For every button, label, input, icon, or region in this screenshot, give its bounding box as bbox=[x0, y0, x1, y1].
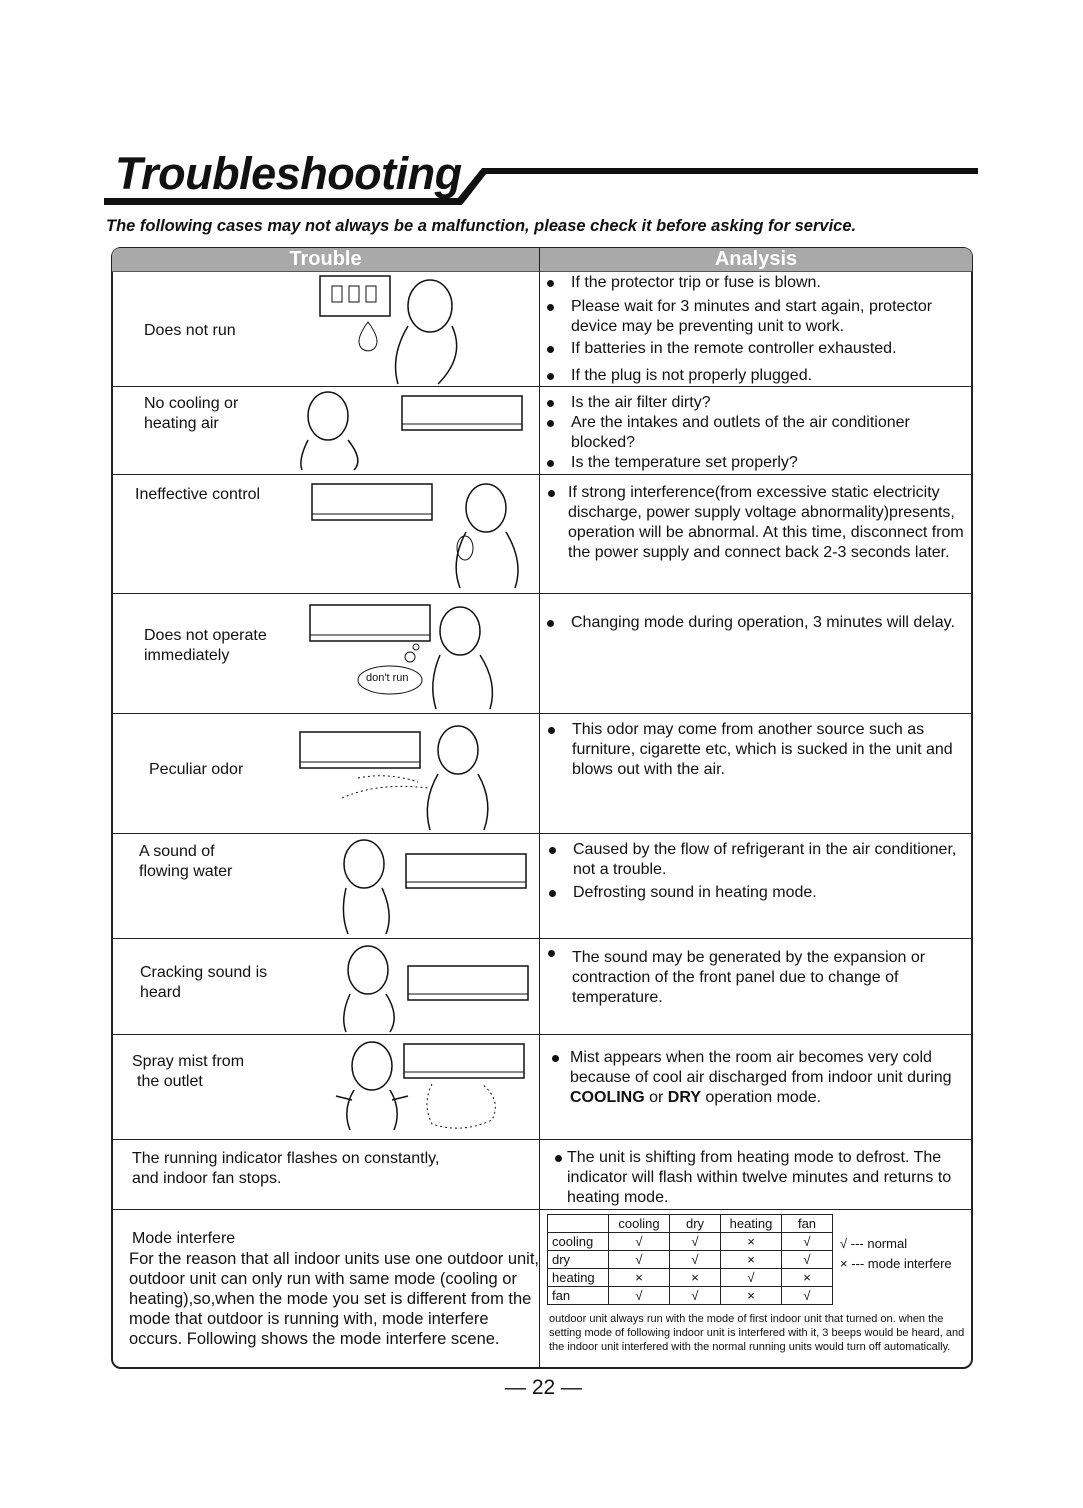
table-cell: cooling bbox=[609, 1215, 670, 1233]
analysis bbox=[567, 1148, 967, 1208]
table-cell: √ bbox=[721, 1269, 782, 1287]
row-divider bbox=[112, 1209, 972, 1210]
analysis-text: Please wait for 3 minutes and start again, protector device may be preventing unit to work. bbox=[571, 298, 933, 335]
header-analysis: Analysis bbox=[714, 248, 798, 270]
trouble-label bbox=[132, 1149, 439, 1189]
table-cell: × bbox=[721, 1233, 782, 1251]
trouble-line: flowing water bbox=[139, 863, 233, 880]
row-divider bbox=[112, 386, 972, 387]
analysis-text: Changing mode during operation, 3 minutes will delay. bbox=[571, 614, 955, 631]
person-listening-illustration bbox=[340, 944, 530, 1034]
table-cell: fan bbox=[548, 1287, 609, 1305]
person-ac-thought-illustration bbox=[308, 603, 498, 711]
table-cell: √ bbox=[609, 1287, 670, 1305]
trouble-label: Peculiar odor bbox=[149, 761, 244, 778]
analysis bbox=[571, 613, 966, 633]
person-ac-illustration bbox=[298, 390, 528, 472]
table-cell: cooling bbox=[548, 1233, 609, 1251]
table-cell: √ bbox=[670, 1251, 721, 1269]
person-remote-illustration bbox=[318, 276, 468, 386]
analysis bbox=[573, 840, 968, 903]
analysis bbox=[571, 273, 966, 386]
trouble-line: the outlet bbox=[137, 1073, 203, 1090]
page-number: — 22 — bbox=[505, 1376, 583, 1399]
bullet bbox=[571, 613, 966, 633]
title-underline bbox=[0, 0, 1083, 220]
analysis-text: The sound may be generated by the expansion or contraction of the front panel due to change of temperature. bbox=[572, 949, 926, 1006]
trouble-line: A sound of bbox=[139, 843, 215, 860]
bullet bbox=[573, 840, 968, 880]
bullet bbox=[571, 297, 966, 337]
table-row bbox=[548, 1269, 833, 1287]
trouble-label bbox=[139, 842, 232, 882]
analysis bbox=[572, 948, 967, 1008]
table-cell: × bbox=[782, 1269, 833, 1287]
table-cell: × bbox=[721, 1287, 782, 1305]
row-divider bbox=[112, 474, 972, 475]
analysis-text: Is the air filter dirty? bbox=[571, 394, 711, 411]
bullet bbox=[573, 883, 968, 903]
analysis-text: or bbox=[644, 1089, 668, 1106]
analysis-text: If the plug is not properly plugged. bbox=[571, 367, 813, 384]
trouble-line: heating air bbox=[144, 415, 219, 432]
page-number-text: 22 bbox=[531, 1376, 556, 1399]
bullet bbox=[571, 413, 966, 453]
person-odor-illustration bbox=[298, 722, 498, 832]
thought-bubble-text: don't run bbox=[366, 672, 409, 684]
table-cell: √ bbox=[782, 1287, 833, 1305]
trouble-label: Does not run bbox=[144, 322, 236, 339]
person-mist-illustration bbox=[332, 1040, 528, 1134]
table-cell: √ bbox=[782, 1233, 833, 1251]
row-divider bbox=[112, 713, 972, 714]
legend-normal: √ --- normal bbox=[840, 1236, 908, 1251]
analysis-text: Are the intakes and outlets of the air conditioner blocked? bbox=[571, 414, 910, 451]
table-cell: √ bbox=[670, 1233, 721, 1251]
trouble-description: For the reason that all indoor units use one outdoor unit, outdoor unit can only run with same mode (cooling or heating),so,when the mode you set is different from the mode that outdoor is running with, mode interfere occurs. Following shows the mode interfere scene. bbox=[129, 1250, 540, 1348]
table-header-row bbox=[548, 1215, 833, 1233]
trouble-line: The running indicator flashes on constantly, bbox=[132, 1150, 440, 1167]
table-cell: dry bbox=[548, 1251, 609, 1269]
person-remote-ac-illustration bbox=[310, 482, 520, 592]
analysis-text: Mist appears when the room air becomes very cold because of cool air discharged from indoor unit during bbox=[570, 1049, 952, 1086]
table-cell: √ bbox=[670, 1287, 721, 1305]
row-divider bbox=[112, 833, 972, 834]
bullet bbox=[571, 366, 966, 386]
trouble-line: heard bbox=[140, 984, 181, 1001]
analysis bbox=[572, 720, 967, 780]
table-cell: × bbox=[670, 1269, 721, 1287]
analysis-text: This odor may come from another source such as furniture, cigarette etc, which is sucked in the unit and blows out with the air. bbox=[572, 721, 953, 778]
table-cell: fan bbox=[782, 1215, 833, 1233]
table-cell: × bbox=[721, 1251, 782, 1269]
page-title: Troubleshooting bbox=[115, 148, 462, 199]
mode-legend bbox=[840, 1234, 952, 1274]
analysis-text: If the protector trip or fuse is blown. bbox=[571, 274, 821, 291]
trouble-line: Cracking sound is bbox=[140, 964, 268, 981]
bullet bbox=[571, 393, 966, 413]
analysis-text: The unit is shifting from heating mode to defrost. The indicator will flash within twelve minutes and returns to heating mode. bbox=[567, 1149, 952, 1206]
analysis-text: Defrosting sound in heating mode. bbox=[573, 884, 817, 901]
analysis bbox=[570, 1048, 968, 1108]
subtitle: The following cases may not always be a malfunction, please check it before asking for service. bbox=[106, 217, 857, 235]
row-divider bbox=[112, 938, 972, 939]
table-header bbox=[112, 248, 972, 272]
column-divider bbox=[539, 248, 540, 1368]
analysis-text: If batteries in the remote controller exhausted. bbox=[571, 340, 897, 357]
row-divider bbox=[112, 1139, 972, 1140]
bullet bbox=[571, 273, 966, 293]
analysis-text: operation mode. bbox=[700, 1089, 822, 1106]
trouble-label: Ineffective control bbox=[135, 486, 261, 503]
bullet bbox=[572, 720, 967, 780]
trouble-line: Spray mist from bbox=[132, 1053, 245, 1070]
mode-dry: DRY bbox=[667, 1089, 701, 1106]
table-cell bbox=[548, 1215, 609, 1233]
bullet bbox=[572, 948, 967, 1008]
trouble-label bbox=[129, 1229, 539, 1349]
trouble-line: and indoor fan stops. bbox=[132, 1170, 282, 1187]
bullet bbox=[571, 339, 966, 359]
table-cell: √ bbox=[782, 1251, 833, 1269]
trouble-heading: Mode interfere bbox=[132, 1230, 236, 1247]
analysis bbox=[571, 393, 966, 473]
table-cell: × bbox=[609, 1269, 670, 1287]
bullet bbox=[567, 1148, 967, 1208]
mode-note: outdoor unit always run with the mode of first indoor unit that turned on. when the setting mode of following indoor unit is interfered with it, 3 beeps would be heard, and the indoor unit interfered with the normal running units would turn off automatically. bbox=[549, 1313, 965, 1353]
bullet bbox=[571, 453, 966, 473]
trouble-label bbox=[144, 626, 267, 666]
table-cell: dry bbox=[670, 1215, 721, 1233]
header-trouble: Trouble bbox=[289, 248, 362, 270]
table-cell: heating bbox=[548, 1269, 609, 1287]
mode-table-wrap bbox=[547, 1214, 833, 1305]
trouble-label bbox=[132, 1052, 244, 1092]
trouble-label bbox=[144, 394, 238, 434]
legend-interfere: × --- mode interfere bbox=[840, 1256, 952, 1271]
trouble-line: immediately bbox=[144, 647, 230, 664]
table-row bbox=[548, 1233, 833, 1251]
table-cell: √ bbox=[609, 1251, 670, 1269]
mode-cooling: COOLING bbox=[570, 1089, 645, 1106]
analysis-text: If strong interference(from excessive static electricity discharge, power supply voltage abnormality)presents, operation will be abnormal. At this time, disconnect from the power supply and connect back 2-3 seconds later. bbox=[568, 484, 964, 561]
table-row bbox=[548, 1287, 833, 1305]
person-listening-illustration bbox=[340, 838, 530, 936]
table-row bbox=[548, 1251, 833, 1269]
analysis-text: Is the temperature set properly? bbox=[571, 454, 798, 471]
analysis bbox=[568, 483, 968, 563]
row-divider bbox=[112, 593, 972, 594]
trouble-line: No cooling or bbox=[144, 395, 239, 412]
analysis-text: Caused by the flow of refrigerant in the air conditioner, not a trouble. bbox=[573, 841, 957, 878]
trouble-label bbox=[140, 963, 267, 1003]
table-cell: √ bbox=[609, 1233, 670, 1251]
mode-interfere-table bbox=[547, 1214, 833, 1305]
row-divider bbox=[112, 1034, 972, 1035]
bullet bbox=[568, 483, 968, 563]
bullet bbox=[570, 1048, 968, 1108]
table-cell: heating bbox=[721, 1215, 782, 1233]
trouble-line: Does not operate bbox=[144, 627, 267, 644]
